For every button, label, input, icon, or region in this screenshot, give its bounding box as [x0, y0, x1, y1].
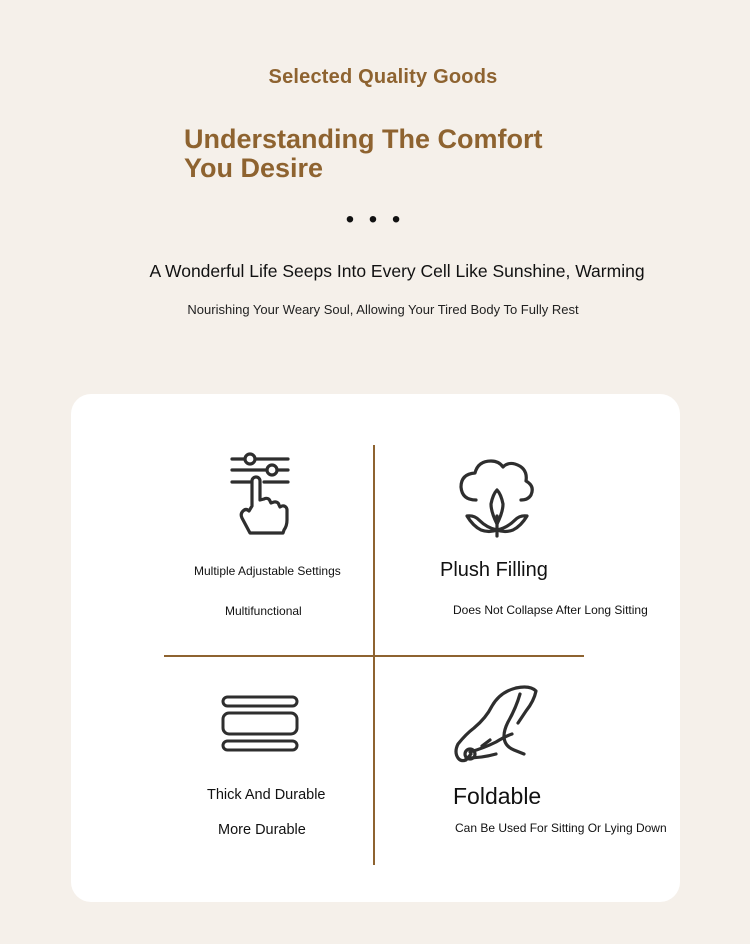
feature-4-subtitle: Can Be Used For Sitting Or Lying Down	[455, 821, 667, 835]
feature-4-title: Foldable	[453, 783, 542, 809]
feature-3-title: Thick And Durable	[207, 787, 326, 803]
feature-2-title: Plush Filling	[440, 559, 548, 581]
feature-2-subtitle: Does Not Collapse After Long Sitting	[453, 603, 648, 617]
horizontal-divider	[164, 655, 584, 657]
eyebrow-title: Selected Quality Goods	[268, 66, 498, 88]
headline-line-1: Understanding The Comfort	[184, 124, 543, 154]
massage-chair-icon	[454, 684, 540, 764]
headline	[184, 125, 604, 183]
feature-1-title: Multiple Adjustable Settings	[194, 564, 341, 578]
layers-icon	[220, 694, 300, 754]
subline: Nourishing Your Weary Soul, Allowing Your Tired Body To Fully Rest	[187, 302, 579, 317]
dots-divider: • • •	[345, 206, 405, 233]
cotton-icon	[458, 458, 536, 538]
tagline: A Wonderful Life Seeps Into Every Cell Like Sunshine, Warming	[149, 261, 645, 281]
feature-3-subtitle: More Durable	[218, 822, 306, 838]
adjust-settings-hand-icon	[228, 450, 292, 538]
feature-1-subtitle: Multifunctional	[225, 604, 302, 618]
headline-line-2: You Desire	[184, 153, 324, 183]
